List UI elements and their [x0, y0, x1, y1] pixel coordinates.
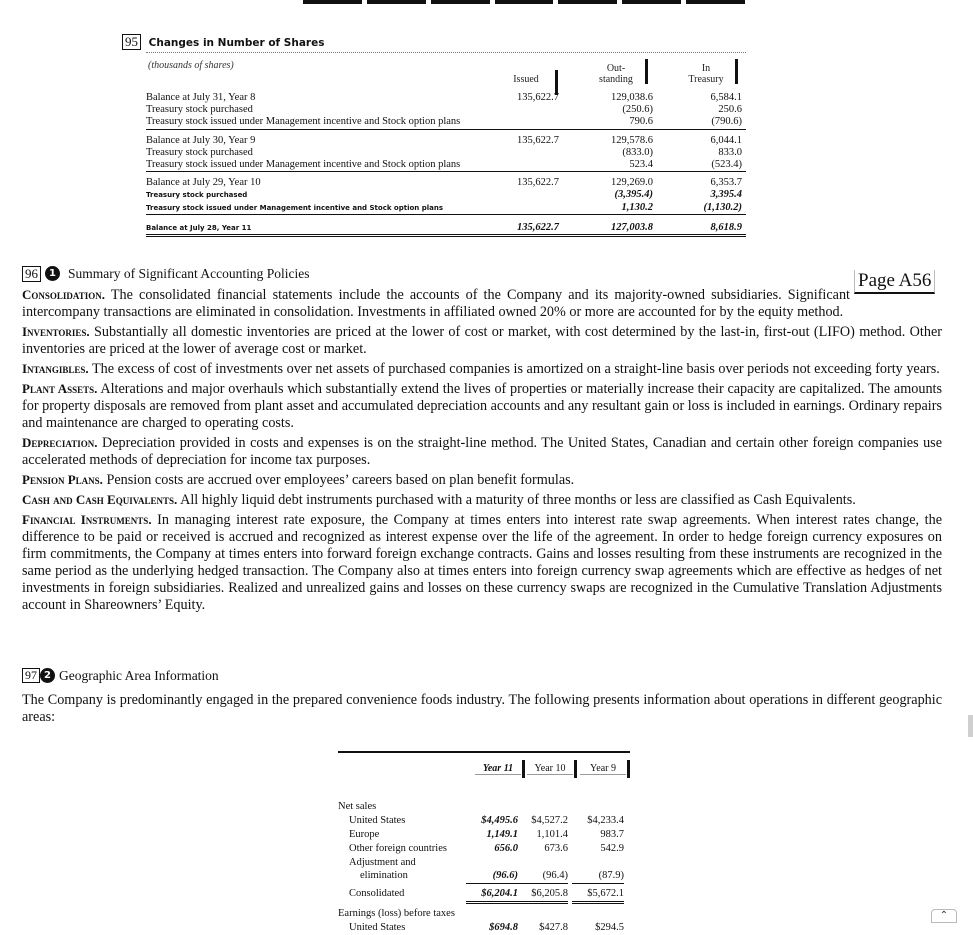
page-number-tag: Page A56	[854, 270, 935, 294]
section-ref-96: 96	[22, 266, 41, 282]
section-97-heading	[22, 667, 942, 684]
table-row: Balance at July 29, Year 10 135,622.7 129,269.0 6,353.7	[146, 177, 742, 189]
col-header-outstanding: Out- standing	[590, 63, 642, 85]
table-row: Other foreign countries 656.0 673.6 542.9	[349, 843, 624, 854]
policy-paragraph: Cash and Cash Equivalents. All highly liquid debt instruments purchased with a maturity of three months or less are classified as Cash Equivalents.	[22, 492, 856, 508]
section-ref-95: 95	[122, 34, 141, 50]
table-row: Adjustment and	[349, 857, 416, 868]
scrollbar-thumb[interactable]	[968, 715, 973, 737]
policy-paragraph: Plant Assets. Alterations and major overhauls which substantially extend the lives of properties or materially increase their capacity are capitalized. The amounts for property disposals are removed from plant asset and accumulated depreciation accounts and any resultant gain or loss is included in earnings. Ordinary repairs and maintenance are charged to operating costs.	[22, 381, 942, 431]
section-95-title: Changes in Number of Shares	[148, 37, 325, 49]
table-row: elimination (96.6) (96.4) (87.9)	[338, 869, 628, 883]
table-row: Europe 1,149.1 1,101.4 983.7	[349, 829, 624, 840]
section-97-title: Geographic Area Information	[59, 668, 219, 683]
shares-table	[146, 92, 746, 237]
dotted-divider	[146, 52, 746, 53]
col-header-year-11: Year 11	[475, 763, 521, 775]
table-row: Earnings (loss) before taxes	[338, 908, 455, 919]
table-row: Treasury stock issued under Management incentive and Stock option plans 523.4 (523.4)	[146, 159, 746, 172]
top-rule	[303, 0, 745, 4]
geographic-section	[22, 667, 942, 728]
section-ref-97: 97	[22, 668, 40, 683]
section-95-heading	[122, 34, 324, 50]
col-header-year-10: Year 10	[527, 763, 573, 775]
accounting-policies-section	[22, 265, 942, 616]
col-header-year-9: Year 9	[580, 763, 626, 775]
table-row: Net sales	[338, 801, 377, 812]
geographic-table	[338, 751, 628, 935]
chevron-up-icon: ⌃	[939, 910, 949, 921]
policy-paragraph: Pension Plans. Pension costs are accrued over employees’ careers based on plan benefit formulas.	[22, 472, 575, 488]
policy-paragraph: Consolidation. The consolidated financial statements include the accounts of the Company and its majority-owned subsidiaries. Significant intercompany transactions are eliminated in consolidation. Investments in affiliated owned 20% or more are accounted for by the equity method.	[22, 287, 850, 320]
table-row: Treasury stock purchased (250.6) 250.6	[146, 104, 742, 116]
table-row-total: Balance at July 28, Year 11 135,622.7 127,003.8 8,618.9	[146, 222, 746, 237]
table-row: Treasury stock purchased (3,395.4) 3,395.4	[146, 189, 742, 201]
note-number-badge: 1	[45, 266, 60, 281]
units-note: (thousands of shares)	[148, 60, 234, 71]
table-row: United States $694.8 $427.8 $294.5	[349, 922, 624, 933]
section-96-title: Summary of Significant Accounting Policies	[68, 266, 310, 281]
table-row: Balance at July 30, Year 9 135,622.7 129,578.6 6,044.1	[146, 134, 742, 146]
section-96-heading	[22, 265, 942, 282]
table-row: United States $4,495.6 $4,527.2 $4,233.4	[349, 815, 624, 826]
policy-paragraph: Depreciation. Depreciation provided in costs and expenses is on the straight-line method. The United States, Canadian and certain other foreign companies use accelerated methods of depreciation for income tax purposes.	[22, 435, 942, 468]
table-row: Treasury stock issued under Management incentive and Stock option plans 1,130.2 (1,130.2)	[146, 202, 746, 215]
table-row: Treasury stock purchased (833.0) 833.0	[146, 146, 742, 158]
table-top-rule	[338, 751, 630, 753]
table-row: Treasury stock issued under Management incentive and Stock option plans 790.6 (790.6)	[146, 116, 746, 129]
col-header-issued: Issued	[500, 74, 552, 85]
policy-paragraph: Financial Instruments. In managing interest rate exposure, the Company at times enters into interest rate swap agreements. When interest rates change, the difference to be paid or received is accrued and recognized as interest expense over the life of the agreement. In order to hedge foreign currency exposures on firm commitments, the Company at times enters into forward foreign exchange contracts. Gains and losses resulting from these instruments are recognized in the same period as the underlying hedged transaction. The Company also at times enters into foreign currency swap agreements which are effective as hedges of net investments in foreign subsidiaries. Realized and unrealized gains and losses on these currency swaps are recognized in the Cumulative Translation Adjustments account in Shareowners’ Equity.	[22, 512, 942, 613]
col-header-treasury: In Treasury	[680, 63, 732, 85]
note-number-badge: 2	[40, 668, 55, 683]
policy-paragraph: Inventories. Substantially all domestic inventories are priced at the lower of cost or market, with cost determined by the last-in, first-out (LIFO) method. Other inventories are priced at the lower of average cost or market.	[22, 324, 942, 357]
table-row: Balance at July 31, Year 8 135,622.7 129,038.6 6,584.1	[146, 92, 742, 103]
geographic-intro: The Company is predominantly engaged in the prepared convenience foods industry. The following presents information about operations in different geographic areas:	[22, 692, 942, 725]
table-header	[338, 763, 628, 781]
table-row: Consolidated $6,204.1 $6,205.8 $5,672.1	[338, 887, 628, 901]
scroll-up-button[interactable]	[931, 909, 957, 923]
policy-paragraph: Intangibles. The excess of cost of investments over net assets of purchased companies is amortized on a straight-line basis over periods not exceeding forty years.	[22, 361, 940, 377]
